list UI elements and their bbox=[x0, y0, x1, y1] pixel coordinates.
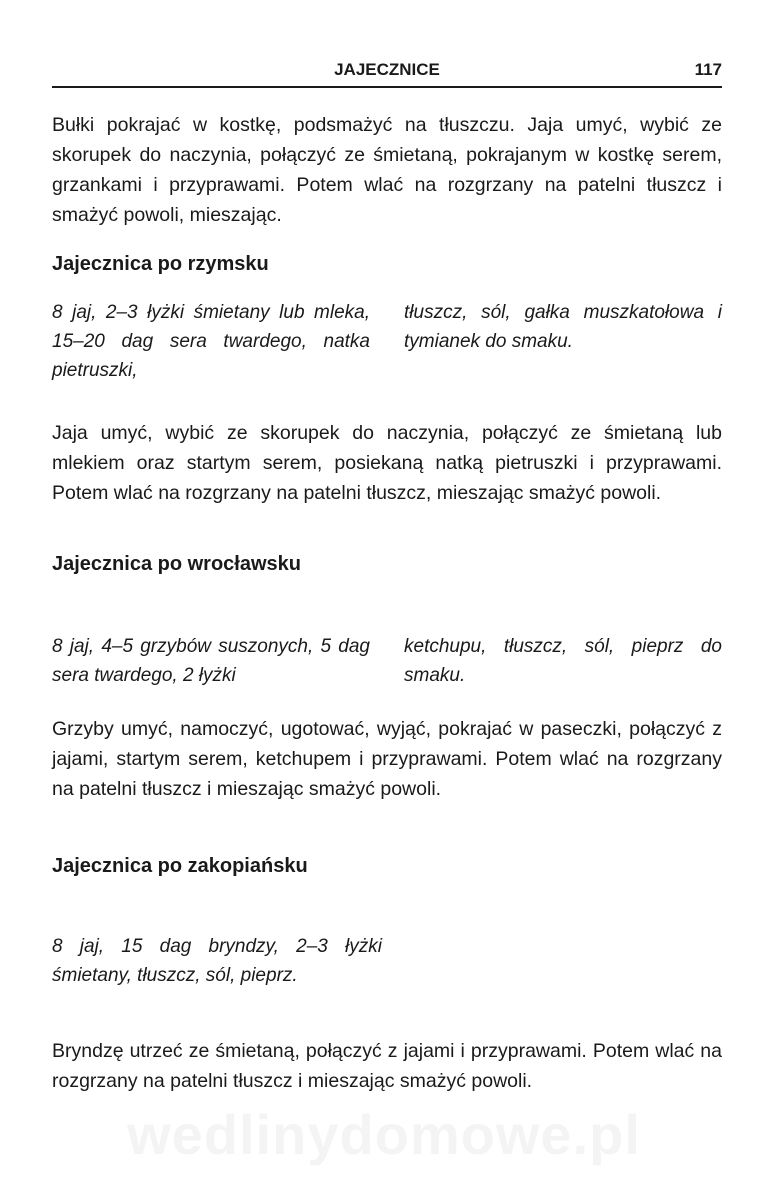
method-zakopiansku: Bryndzę utrzeć ze śmietaną, połączyć z jajami i przyprawami. Potem wlać na rozgrzany na patelni tłuszcz i mieszając smażyć powoli. bbox=[52, 1040, 722, 1092]
ingredients-left-column: 8 jaj, 15 dag bryndzy, 2–3 łyżki śmietany, tłuszcz, sól, pieprz. bbox=[52, 936, 382, 986]
ingredients-left-column: 8 jaj, 4–5 grzybów suszonych, 5 dag sera twardego, 2 łyżki bbox=[52, 636, 370, 686]
running-head-title: JAJECZNICE bbox=[334, 60, 440, 79]
page-number: 117 bbox=[694, 60, 722, 79]
method-wroclawsku: Grzyby umyć, namoczyć, ugotować, wyjąć, pokrajać w paseczki, połączyć z jajami, startym serem, ketchupem i przyprawami. Potem wlać na rozgrzany na patelni tłuszcz i mieszając smażyć powoli. bbox=[52, 718, 722, 800]
ingredients-left-column: 8 jaj, 2–3 łyżki śmietany lub mleka, 15–20 dag sera twardego, natka pietruszki, bbox=[52, 302, 370, 381]
method-rzymsku: Jaja umyć, wybić ze skorupek do naczynia, połączyć ze śmietaną lub mlekiem oraz startym serem, posiekaną natką pietruszki i przyprawami. Potem wlać na rozgrzany na patelni tłuszcz, mieszając smażyć powoli. bbox=[52, 422, 722, 504]
ingredients-zakopiansku bbox=[52, 932, 722, 990]
recipe-title-rzymsku: Jajecznica po rzymsku bbox=[52, 253, 269, 275]
page-header bbox=[52, 60, 722, 84]
header-rule bbox=[52, 86, 722, 88]
ingredients-wroclawsku bbox=[52, 632, 722, 690]
recipe-title-wroclawsku: Jajecznica po wrocławsku bbox=[52, 553, 301, 575]
ingredients-rzymsku bbox=[52, 298, 722, 385]
ingredients-right-column: ketchupu, tłuszcz, sól, pieprz do smaku. bbox=[404, 636, 722, 686]
recipe-title-zakopiansku: Jajecznica po zakopiańsku bbox=[52, 855, 308, 877]
ingredients-right-column: tłuszcz, sól, gałka muszkatołowa i tymianek do smaku. bbox=[404, 302, 722, 352]
watermark: wedlinydomowe.pl bbox=[127, 1103, 641, 1166]
intro-paragraph: Bułki pokrajać w kostkę, podsmażyć na tłuszczu. Jaja umyć, wybić ze skorupek do naczynia, połączyć ze śmietaną, pokrajanym w kostkę serem, grzankami i przyprawami. Potem wlać na rozgrzany na patelni tłuszcz i smażyć powoli, mieszając. bbox=[52, 114, 722, 226]
